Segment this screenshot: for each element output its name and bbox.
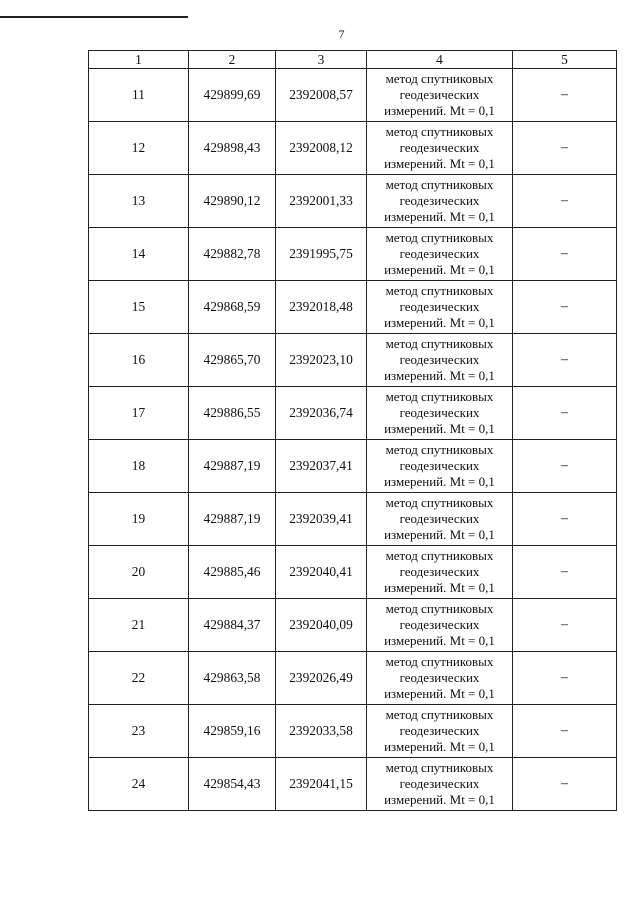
table-body <box>89 69 617 811</box>
point-number-cell: 19 <box>89 493 189 546</box>
note-cell: – <box>513 122 617 175</box>
x-coordinate-cell: 429885,46 <box>189 546 276 599</box>
point-number-cell: 22 <box>89 652 189 705</box>
note-cell: – <box>513 705 617 758</box>
point-number-cell: 14 <box>89 228 189 281</box>
table-row <box>89 758 617 811</box>
method-cell: метод спутниковых геодезических измерений. Mt = 0,1 <box>367 599 513 652</box>
table-row <box>89 334 617 387</box>
x-coordinate-cell: 429865,70 <box>189 334 276 387</box>
x-coordinate-cell: 429859,16 <box>189 705 276 758</box>
table-row <box>89 705 617 758</box>
x-coordinate-cell: 429887,19 <box>189 440 276 493</box>
column-header-5: 5 <box>513 51 617 69</box>
note-cell: – <box>513 493 617 546</box>
table-row <box>89 122 617 175</box>
point-number-cell: 16 <box>89 334 189 387</box>
y-coordinate-cell: 2392008,57 <box>276 69 367 122</box>
note-cell: – <box>513 228 617 281</box>
note-cell: – <box>513 334 617 387</box>
table-row <box>89 281 617 334</box>
method-cell: метод спутниковых геодезических измерений. Mt = 0,1 <box>367 493 513 546</box>
note-cell: – <box>513 281 617 334</box>
table-row <box>89 546 617 599</box>
y-coordinate-cell: 2392023,10 <box>276 334 367 387</box>
x-coordinate-cell: 429884,37 <box>189 599 276 652</box>
y-coordinate-cell: 2392040,09 <box>276 599 367 652</box>
x-coordinate-cell: 429890,12 <box>189 175 276 228</box>
coordinates-table <box>88 50 617 811</box>
column-header-1: 1 <box>89 51 189 69</box>
point-number-cell: 24 <box>89 758 189 811</box>
method-cell: метод спутниковых геодезических измерений. Mt = 0,1 <box>367 334 513 387</box>
method-cell: метод спутниковых геодезических измерений. Mt = 0,1 <box>367 69 513 122</box>
x-coordinate-cell: 429863,58 <box>189 652 276 705</box>
method-cell: метод спутниковых геодезических измерений. Mt = 0,1 <box>367 546 513 599</box>
note-cell: – <box>513 599 617 652</box>
column-header-4: 4 <box>367 51 513 69</box>
note-cell: – <box>513 387 617 440</box>
table-row <box>89 599 617 652</box>
y-coordinate-cell: 2392001,33 <box>276 175 367 228</box>
method-cell: метод спутниковых геодезических измерений. Mt = 0,1 <box>367 652 513 705</box>
method-cell: метод спутниковых геодезических измерений. Mt = 0,1 <box>367 281 513 334</box>
point-number-cell: 20 <box>89 546 189 599</box>
y-coordinate-cell: 2392040,41 <box>276 546 367 599</box>
header-row <box>89 51 617 69</box>
note-cell: – <box>513 758 617 811</box>
note-cell: – <box>513 175 617 228</box>
table-row <box>89 652 617 705</box>
x-coordinate-cell: 429882,78 <box>189 228 276 281</box>
x-coordinate-cell: 429887,19 <box>189 493 276 546</box>
x-coordinate-cell: 429899,69 <box>189 69 276 122</box>
y-coordinate-cell: 2392018,48 <box>276 281 367 334</box>
y-coordinate-cell: 2392037,41 <box>276 440 367 493</box>
x-coordinate-cell: 429898,43 <box>189 122 276 175</box>
x-coordinate-cell: 429854,43 <box>189 758 276 811</box>
table-row <box>89 440 617 493</box>
note-cell: – <box>513 440 617 493</box>
y-coordinate-cell: 2392008,12 <box>276 122 367 175</box>
y-coordinate-cell: 2392026,49 <box>276 652 367 705</box>
table-row <box>89 228 617 281</box>
table-row <box>89 493 617 546</box>
y-coordinate-cell: 2392041,15 <box>276 758 367 811</box>
method-cell: метод спутниковых геодезических измерений. Mt = 0,1 <box>367 440 513 493</box>
x-coordinate-cell: 429886,55 <box>189 387 276 440</box>
top-rule <box>0 16 188 18</box>
table-row <box>89 387 617 440</box>
column-header-3: 3 <box>276 51 367 69</box>
method-cell: метод спутниковых геодезических измерений. Mt = 0,1 <box>367 122 513 175</box>
point-number-cell: 18 <box>89 440 189 493</box>
y-coordinate-cell: 2391995,75 <box>276 228 367 281</box>
page-number: 7 <box>338 27 345 41</box>
point-number-cell: 12 <box>89 122 189 175</box>
method-cell: метод спутниковых геодезических измерений. Mt = 0,1 <box>367 387 513 440</box>
y-coordinate-cell: 2392033,58 <box>276 705 367 758</box>
point-number-cell: 23 <box>89 705 189 758</box>
point-number-cell: 17 <box>89 387 189 440</box>
x-coordinate-cell: 429868,59 <box>189 281 276 334</box>
table-row <box>89 175 617 228</box>
point-number-cell: 13 <box>89 175 189 228</box>
method-cell: метод спутниковых геодезических измерений. Mt = 0,1 <box>367 705 513 758</box>
method-cell: метод спутниковых геодезических измерений. Mt = 0,1 <box>367 175 513 228</box>
column-header-2: 2 <box>189 51 276 69</box>
point-number-cell: 11 <box>89 69 189 122</box>
y-coordinate-cell: 2392036,74 <box>276 387 367 440</box>
point-number-cell: 15 <box>89 281 189 334</box>
note-cell: – <box>513 546 617 599</box>
note-cell: – <box>513 69 617 122</box>
table-row <box>89 69 617 122</box>
note-cell: – <box>513 652 617 705</box>
method-cell: метод спутниковых геодезических измерений. Mt = 0,1 <box>367 758 513 811</box>
point-number-cell: 21 <box>89 599 189 652</box>
y-coordinate-cell: 2392039,41 <box>276 493 367 546</box>
method-cell: метод спутниковых геодезических измерений. Mt = 0,1 <box>367 228 513 281</box>
